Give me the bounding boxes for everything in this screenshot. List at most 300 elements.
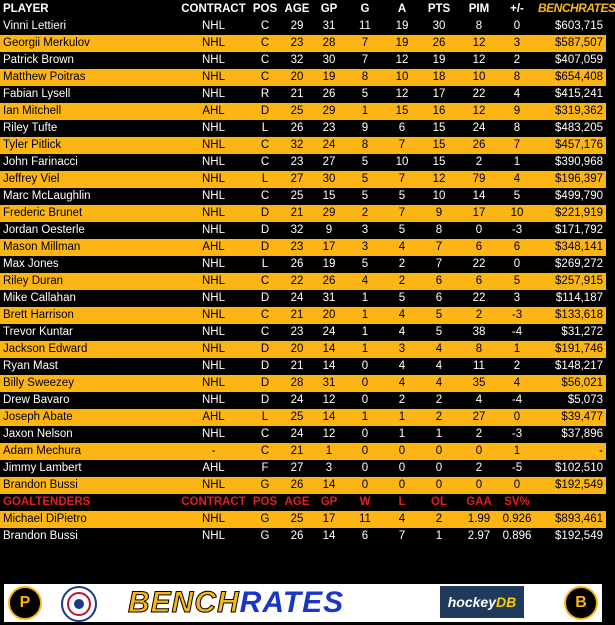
cell-gp: 31 (313, 290, 345, 307)
cell-age: 24 (281, 426, 313, 443)
cell-name[interactable]: Brett Harrison (0, 307, 178, 324)
cell-contract: NHL (178, 35, 249, 52)
cell-sal: $603,715 (535, 18, 606, 35)
cell-g: 1 (345, 103, 385, 120)
cell-contract: NHL (178, 256, 249, 273)
skater-row[interactable] (0, 222, 606, 239)
cell-contract: NHL (178, 171, 249, 188)
goalie-col-w[interactable]: W (345, 494, 385, 511)
cell-sal: $196,397 (535, 171, 606, 188)
cell-sal: $348,141 (535, 239, 606, 256)
cell-age: 32 (281, 222, 313, 239)
cell-age: 20 (281, 341, 313, 358)
cell-a: 19 (385, 18, 419, 35)
cell-a: 1 (385, 426, 419, 443)
cell-w: 6 (345, 528, 385, 545)
skater-rows (0, 18, 606, 494)
cell-sal: $499,790 (535, 188, 606, 205)
goalie-col-gaa[interactable]: GAA (459, 494, 499, 511)
cell-gp: 26 (313, 86, 345, 103)
cell-name[interactable]: Joseph Abate (0, 409, 178, 426)
cell-gaa: 2.97 (459, 528, 499, 545)
cell-pm: 10 (499, 205, 535, 222)
cell-pim: 22 (459, 256, 499, 273)
goalie-rows (0, 511, 606, 545)
cell-g: 0 (345, 392, 385, 409)
skater-row[interactable] (0, 290, 606, 307)
cell-sal: $37,896 (535, 426, 606, 443)
cell-a: 0 (385, 443, 419, 460)
cell-gp: 12 (313, 426, 345, 443)
cell-g: 2 (345, 205, 385, 222)
cell-contract: NHL (178, 188, 249, 205)
goalie-col-ol[interactable]: OL (419, 494, 459, 511)
cell-pim: 10 (459, 69, 499, 86)
cell-g: 1 (345, 307, 385, 324)
penguins-logo-letter: P (19, 594, 31, 611)
cell-g: 1 (345, 324, 385, 341)
bruins-logo-icon (564, 586, 598, 620)
cell-pim: 8 (459, 18, 499, 35)
cell-pts: 30 (419, 18, 459, 35)
skater-row[interactable] (0, 18, 606, 35)
cell-sal: $221,919 (535, 205, 606, 222)
cell-name[interactable]: Georgii Merkulov (0, 35, 178, 52)
cell-a: 4 (385, 239, 419, 256)
cell-pos: C (249, 154, 281, 171)
cell-name[interactable]: John Farinacci (0, 154, 178, 171)
cell-age: 21 (281, 307, 313, 324)
cell-sal: $587,507 (535, 35, 606, 52)
cell-age: 20 (281, 69, 313, 86)
cell-name[interactable]: Brandon Bussi (0, 528, 178, 545)
cell-pos: D (249, 239, 281, 256)
hockeydb-part1: hockey (447, 594, 496, 610)
cell-age: 29 (281, 18, 313, 35)
cell-name[interactable]: Brandon Bussi (0, 477, 178, 494)
col-header-g[interactable]: G (345, 0, 385, 18)
cell-gp: 29 (313, 205, 345, 222)
cell-name[interactable]: Tyler Pitlick (0, 137, 178, 154)
cell-sal: $257,915 (535, 273, 606, 290)
cell-pim: 22 (459, 86, 499, 103)
cell-ol: 1 (419, 528, 459, 545)
cell-gp: 14 (313, 409, 345, 426)
cell-a: 5 (385, 290, 419, 307)
cell-pts: 15 (419, 120, 459, 137)
cell-age: 22 (281, 273, 313, 290)
cell-pim: 24 (459, 120, 499, 137)
cell-pos: D (249, 222, 281, 239)
footer-brand-part1: BENCH (128, 586, 240, 619)
skater-row[interactable] (0, 205, 606, 222)
cell-a: 6 (385, 120, 419, 137)
cell-name[interactable]: Jeffrey Viel (0, 171, 178, 188)
cell-age: 26 (281, 120, 313, 137)
cell-pm: -4 (499, 324, 535, 341)
cell-contract: - (178, 443, 249, 460)
col-header-gp[interactable]: GP (313, 0, 345, 18)
skater-row[interactable] (0, 460, 606, 477)
col-header-player[interactable]: PLAYER (0, 0, 178, 18)
cell-pos: L (249, 256, 281, 273)
cell-pos: G (249, 528, 281, 545)
cell-pos: R (249, 86, 281, 103)
cell-pim: 0 (459, 222, 499, 239)
cell-age: 26 (281, 528, 313, 545)
cell-age: 32 (281, 137, 313, 154)
cell-pts: 0 (419, 443, 459, 460)
cell-pim: 17 (459, 205, 499, 222)
cell-gp: 1 (313, 443, 345, 460)
cell-pm: -3 (499, 426, 535, 443)
footer-logo-bar (4, 584, 602, 622)
cell-l: 7 (385, 528, 419, 545)
cell-pos: C (249, 307, 281, 324)
cell-a: 1 (385, 409, 419, 426)
cell-pm: 0 (499, 256, 535, 273)
cell-gp: 31 (313, 375, 345, 392)
cell-pim: 27 (459, 409, 499, 426)
cell-gp: 14 (313, 341, 345, 358)
cell-age: 21 (281, 86, 313, 103)
cell-g: 1 (345, 409, 385, 426)
cell-a: 7 (385, 171, 419, 188)
cell-pos: C (249, 426, 281, 443)
cell-name[interactable]: Mason Millman (0, 239, 178, 256)
cell-name[interactable]: Riley Tufte (0, 120, 178, 137)
skater-row[interactable] (0, 120, 606, 137)
cell-age: 25 (281, 511, 313, 528)
cell-pim: 11 (459, 358, 499, 375)
cell-age: 23 (281, 35, 313, 52)
cell-sal: $654,408 (535, 69, 606, 86)
cell-pm: -3 (499, 307, 535, 324)
cell-pts: 0 (419, 460, 459, 477)
cell-name[interactable]: Max Jones (0, 256, 178, 273)
bruins-logo-letter: B (575, 594, 587, 611)
cell-a: 7 (385, 137, 419, 154)
goalie-row[interactable] (0, 528, 606, 545)
cell-pim: 12 (459, 35, 499, 52)
cell-pm: -5 (499, 460, 535, 477)
cell-g: 3 (345, 222, 385, 239)
cell-name[interactable]: Ryan Mast (0, 358, 178, 375)
cell-pm: 1 (499, 154, 535, 171)
cell-name[interactable]: Frederic Brunet (0, 205, 178, 222)
cell-sal: $148,217 (535, 358, 606, 375)
cell-gp: 31 (313, 18, 345, 35)
cell-sal: $133,618 (535, 307, 606, 324)
cell-gp: 26 (313, 273, 345, 290)
cell-pim: 12 (459, 103, 499, 120)
cell-contract: NHL (178, 154, 249, 171)
cell-age: 28 (281, 375, 313, 392)
skater-row[interactable] (0, 443, 606, 460)
cell-g: 8 (345, 137, 385, 154)
skater-row[interactable] (0, 137, 606, 154)
cell-name[interactable]: Michael DiPietro (0, 511, 178, 528)
skater-row[interactable] (0, 35, 606, 52)
cell-sal: $457,176 (535, 137, 606, 154)
cell-pos: L (249, 409, 281, 426)
cell-pos: D (249, 205, 281, 222)
cell-name[interactable]: Jaxon Nelson (0, 426, 178, 443)
goalie-col-pos[interactable]: POS (249, 494, 281, 511)
skater-row[interactable] (0, 188, 606, 205)
cell-pts: 9 (419, 205, 459, 222)
cell-sal: $407,059 (535, 52, 606, 69)
cell-g: 4 (345, 273, 385, 290)
cell-sal: - (535, 443, 606, 460)
penguins-logo-icon (8, 586, 42, 620)
col-header-pim[interactable]: PIM (459, 0, 499, 18)
skater-row[interactable] (0, 324, 606, 341)
skater-row[interactable] (0, 69, 606, 86)
cell-pos: D (249, 375, 281, 392)
cell-contract: AHL (178, 460, 249, 477)
cell-a: 12 (385, 52, 419, 69)
cell-pos: C (249, 69, 281, 86)
cell-contract: NHL (178, 307, 249, 324)
cell-pm: 3 (499, 290, 535, 307)
cell-name[interactable]: Marc McLaughlin (0, 188, 178, 205)
cell-age: 24 (281, 392, 313, 409)
cell-sal: $114,187 (535, 290, 606, 307)
cell-gp: 14 (313, 477, 345, 494)
cell-g: 7 (345, 52, 385, 69)
skater-row[interactable] (0, 256, 606, 273)
skater-row[interactable] (0, 52, 606, 69)
cell-pts: 8 (419, 222, 459, 239)
cell-pim: 2 (459, 307, 499, 324)
skater-row[interactable] (0, 358, 606, 375)
cell-name[interactable]: Jimmy Lambert (0, 460, 178, 477)
cell-name[interactable]: Trevor Kuntar (0, 324, 178, 341)
goalie-col-l[interactable]: L (385, 494, 419, 511)
cell-pm: 8 (499, 120, 535, 137)
cell-g: 3 (345, 239, 385, 256)
skater-row[interactable] (0, 477, 606, 494)
cell-gp: 27 (313, 154, 345, 171)
cell-a: 0 (385, 477, 419, 494)
cell-gp: 20 (313, 307, 345, 324)
cell-name[interactable]: Vinni Lettieri (0, 18, 178, 35)
cell-pm: 4 (499, 86, 535, 103)
cell-a: 3 (385, 341, 419, 358)
cell-g: 5 (345, 86, 385, 103)
cell-a: 4 (385, 307, 419, 324)
skater-row[interactable] (0, 375, 606, 392)
cell-pos: D (249, 290, 281, 307)
cell-name[interactable]: Patrick Brown (0, 52, 178, 69)
cell-name[interactable]: Ian Mitchell (0, 103, 178, 120)
cell-pos: C (249, 273, 281, 290)
cell-contract: AHL (178, 409, 249, 426)
brand-part2: RATES (578, 1, 615, 15)
cell-pm: 4 (499, 375, 535, 392)
cell-a: 2 (385, 392, 419, 409)
cell-gp: 17 (313, 511, 345, 528)
cell-g: 5 (345, 171, 385, 188)
cell-pos: L (249, 120, 281, 137)
cell-pts: 12 (419, 171, 459, 188)
cell-pos: F (249, 460, 281, 477)
cell-pm: 7 (499, 137, 535, 154)
skater-row[interactable] (0, 154, 606, 171)
cell-pts: 4 (419, 358, 459, 375)
goalie-col-age[interactable]: AGE (281, 494, 313, 511)
cell-g: 5 (345, 188, 385, 205)
cell-age: 23 (281, 239, 313, 256)
cell-contract: NHL (178, 426, 249, 443)
cell-name[interactable]: Matthew Poitras (0, 69, 178, 86)
cell-pos: G (249, 477, 281, 494)
col-header-pos[interactable]: POS (249, 0, 281, 18)
cell-sal: $5,073 (535, 392, 606, 409)
cell-gp: 19 (313, 69, 345, 86)
cell-pts: 1 (419, 426, 459, 443)
cell-sal: $192,549 (535, 477, 606, 494)
cell-contract: NHL (178, 528, 249, 545)
cell-contract: NHL (178, 222, 249, 239)
cell-contract: NHL (178, 511, 249, 528)
skater-row[interactable] (0, 239, 606, 256)
skater-row[interactable] (0, 171, 606, 188)
cell-pos: C (249, 324, 281, 341)
cell-contract: NHL (178, 358, 249, 375)
col-header-plus-minus[interactable]: +/- (499, 0, 535, 18)
cell-pos: C (249, 18, 281, 35)
goalie-col-gp[interactable]: GP (313, 494, 345, 511)
cell-pts: 4 (419, 341, 459, 358)
skater-row[interactable] (0, 426, 606, 443)
cell-sal: $31,272 (535, 324, 606, 341)
cell-pm: 0 (499, 477, 535, 494)
cell-pim: 38 (459, 324, 499, 341)
cell-pts: 7 (419, 239, 459, 256)
cell-age: 24 (281, 290, 313, 307)
cell-a: 15 (385, 103, 419, 120)
cell-pim: 0 (459, 443, 499, 460)
cell-pts: 6 (419, 290, 459, 307)
skater-row[interactable] (0, 341, 606, 358)
benchrates-logo (128, 585, 344, 621)
cell-age: 25 (281, 409, 313, 426)
cell-pos: C (249, 52, 281, 69)
cell-contract: NHL (178, 324, 249, 341)
col-header-contract[interactable]: CONTRACT (178, 0, 249, 18)
skater-row[interactable] (0, 392, 606, 409)
skater-row[interactable] (0, 409, 606, 426)
skater-row[interactable] (0, 86, 606, 103)
goalie-col-svp[interactable]: SV% (499, 494, 535, 511)
cell-a: 10 (385, 154, 419, 171)
skater-row[interactable] (0, 103, 606, 120)
cell-pts: 15 (419, 154, 459, 171)
cell-name[interactable]: Adam Mechura (0, 443, 178, 460)
cell-age: 32 (281, 52, 313, 69)
col-header-pts[interactable]: PTS (419, 0, 459, 18)
cell-l: 4 (385, 511, 419, 528)
cell-g: 0 (345, 358, 385, 375)
cell-name[interactable]: Billy Sweezey (0, 375, 178, 392)
cell-name[interactable]: Jackson Edward (0, 341, 178, 358)
cell-name[interactable]: Jordan Oesterle (0, 222, 178, 239)
cell-contract: NHL (178, 69, 249, 86)
cell-svp: 0.896 (499, 528, 535, 545)
cell-pos: D (249, 358, 281, 375)
col-header-a[interactable]: A (385, 0, 419, 18)
cell-g: 5 (345, 256, 385, 273)
cell-a: 19 (385, 35, 419, 52)
goalie-col-contract[interactable]: CONTRACT (178, 494, 249, 511)
cell-age: 21 (281, 205, 313, 222)
cell-pim: 2 (459, 460, 499, 477)
cell-pts: 10 (419, 188, 459, 205)
cell-pos: C (249, 443, 281, 460)
cell-name[interactable]: Riley Duran (0, 273, 178, 290)
hockeydb-part2: DB (496, 594, 517, 610)
cell-gaa: 1.99 (459, 511, 499, 528)
cell-pts: 18 (419, 69, 459, 86)
cell-name[interactable]: Fabian Lysell (0, 86, 178, 103)
cell-pos: C (249, 188, 281, 205)
cell-pts: 5 (419, 307, 459, 324)
cell-pim: 2 (459, 154, 499, 171)
cell-name[interactable]: Drew Bavaro (0, 392, 178, 409)
cell-a: 5 (385, 188, 419, 205)
cell-contract: NHL (178, 290, 249, 307)
cell-contract: NHL (178, 477, 249, 494)
cell-age: 23 (281, 324, 313, 341)
cell-gp: 14 (313, 528, 345, 545)
brand-part1: BENCH (538, 1, 579, 15)
cell-a: 2 (385, 273, 419, 290)
cell-pos: D (249, 341, 281, 358)
cell-pts: 2 (419, 392, 459, 409)
cell-sal: $390,968 (535, 154, 606, 171)
cell-sal: $56,021 (535, 375, 606, 392)
skater-row[interactable] (0, 273, 606, 290)
benchrates-header-logo (535, 0, 615, 18)
cell-pm: 4 (499, 171, 535, 188)
cell-contract: NHL (178, 273, 249, 290)
col-header-age[interactable]: AGE (281, 0, 313, 18)
cell-pts: 5 (419, 324, 459, 341)
cell-a: 0 (385, 460, 419, 477)
cell-pm: 0 (499, 18, 535, 35)
cell-gp: 24 (313, 324, 345, 341)
cell-pim: 35 (459, 375, 499, 392)
goalie-row[interactable] (0, 511, 606, 528)
skater-row[interactable] (0, 307, 606, 324)
cell-a: 4 (385, 324, 419, 341)
cell-g: 1 (345, 290, 385, 307)
cell-contract: NHL (178, 52, 249, 69)
cell-age: 23 (281, 154, 313, 171)
cell-ol: 2 (419, 511, 459, 528)
cell-g: 0 (345, 477, 385, 494)
cell-a: 4 (385, 375, 419, 392)
cell-age: 27 (281, 171, 313, 188)
goalie-header-row (0, 494, 606, 511)
cell-pm: 2 (499, 52, 535, 69)
cell-pos: D (249, 103, 281, 120)
cell-pts: 2 (419, 409, 459, 426)
cell-name[interactable]: Mike Callahan (0, 290, 178, 307)
cell-age: 25 (281, 103, 313, 120)
